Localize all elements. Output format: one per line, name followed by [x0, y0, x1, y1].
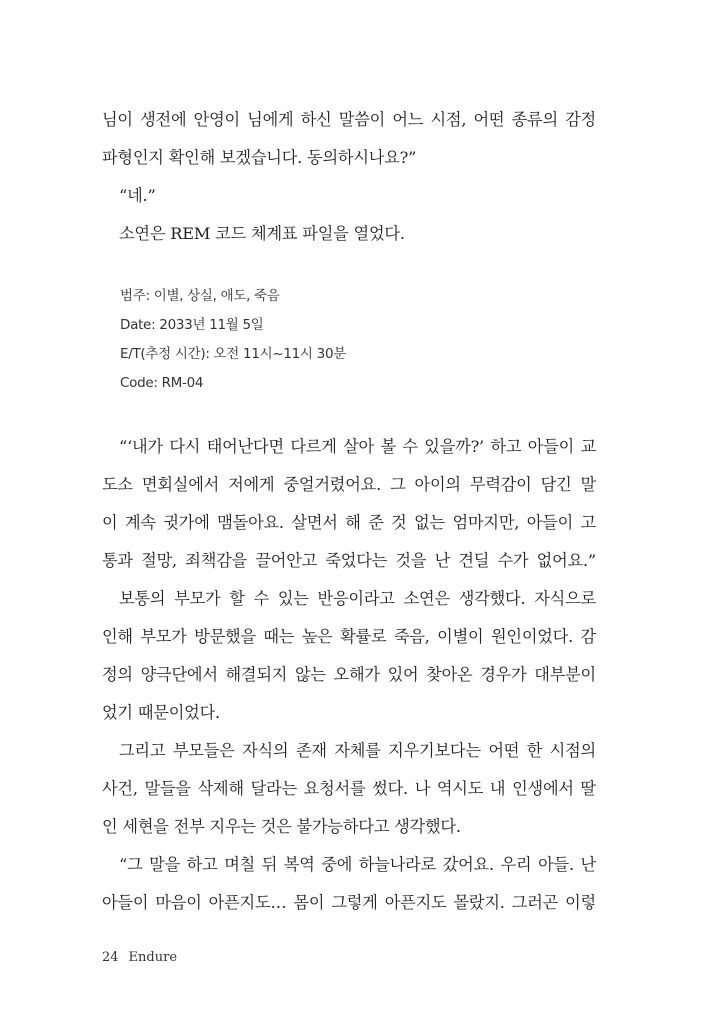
text-line: 도소 면회실에서 저에게 중얼거렸어요. 그 아이의 무력감이 담긴 말	[102, 475, 596, 494]
text-line: 파형인지 확인해 보겠습니다. 동의하시나요?”	[102, 148, 417, 167]
text-line: “그 말을 하고 며칠 뒤 복역 중에 하늘나라로 갔어요. 우리 아들. 난	[119, 855, 596, 874]
text-line: 이 계속 귓가에 맴돌아요. 살면서 해 준 것 없는 엄마지만, 아들이 고	[102, 513, 596, 532]
page-footer	[102, 949, 177, 967]
text-line: 통과 절망, 죄책감을 끌어안고 죽었다는 것을 난 견딜 수가 없어요.”	[102, 551, 596, 570]
metadata-code: Code: RM-04	[120, 375, 204, 391]
metadata-estimated-time: E/T(추정 시간): 오전 11시~11시 30분	[120, 346, 346, 362]
text-line: 소연은 REM 코드 체계표 파일을 열었다.	[119, 224, 405, 243]
page-number: 24	[102, 950, 119, 965]
text-line: 인 세현을 전부 지우는 것은 불가능하다고 생각했다.	[102, 817, 461, 836]
text-line: 그리고 부모들은 자식의 존재 자체를 지우기보다는 어떤 한 시점의	[119, 741, 596, 760]
text-line: “‘내가 다시 태어난다면 다르게 살아 볼 수 있을까?’ 하고 아들이 교	[119, 437, 596, 456]
text-line: 었기 때문이었다.	[102, 703, 220, 722]
text-line: 보통의 부모가 할 수 있는 반응이라고 소연은 생각했다. 자식으로	[119, 589, 596, 608]
text-line: 사건, 말들을 삭제해 달라는 요청서를 썼다. 나 역시도 내 인생에서 딸	[102, 779, 596, 798]
text-line: 아들이 마음이 아픈지도… 몸이 그렇게 아픈지도 몰랐지. 그러곤 이렇	[102, 893, 596, 912]
metadata-date: Date: 2033년 11월 5일	[120, 317, 264, 333]
text-line: 인해 부모가 방문했을 때는 높은 확률로 죽음, 이별이 원인이었다. 감	[102, 627, 596, 646]
text-line: 정의 양극단에서 해결되지 않는 오해가 있어 찾아온 경우가 대부분이	[102, 665, 596, 684]
metadata-category: 범주: 이별, 상실, 애도, 죽음	[120, 288, 280, 304]
text-line: 님이 생전에 안영이 님에게 하신 말씀이 어느 시점, 어떤 종류의 감정	[102, 110, 596, 129]
text-line: “네.”	[119, 186, 156, 205]
book-title: Endure	[128, 950, 178, 965]
